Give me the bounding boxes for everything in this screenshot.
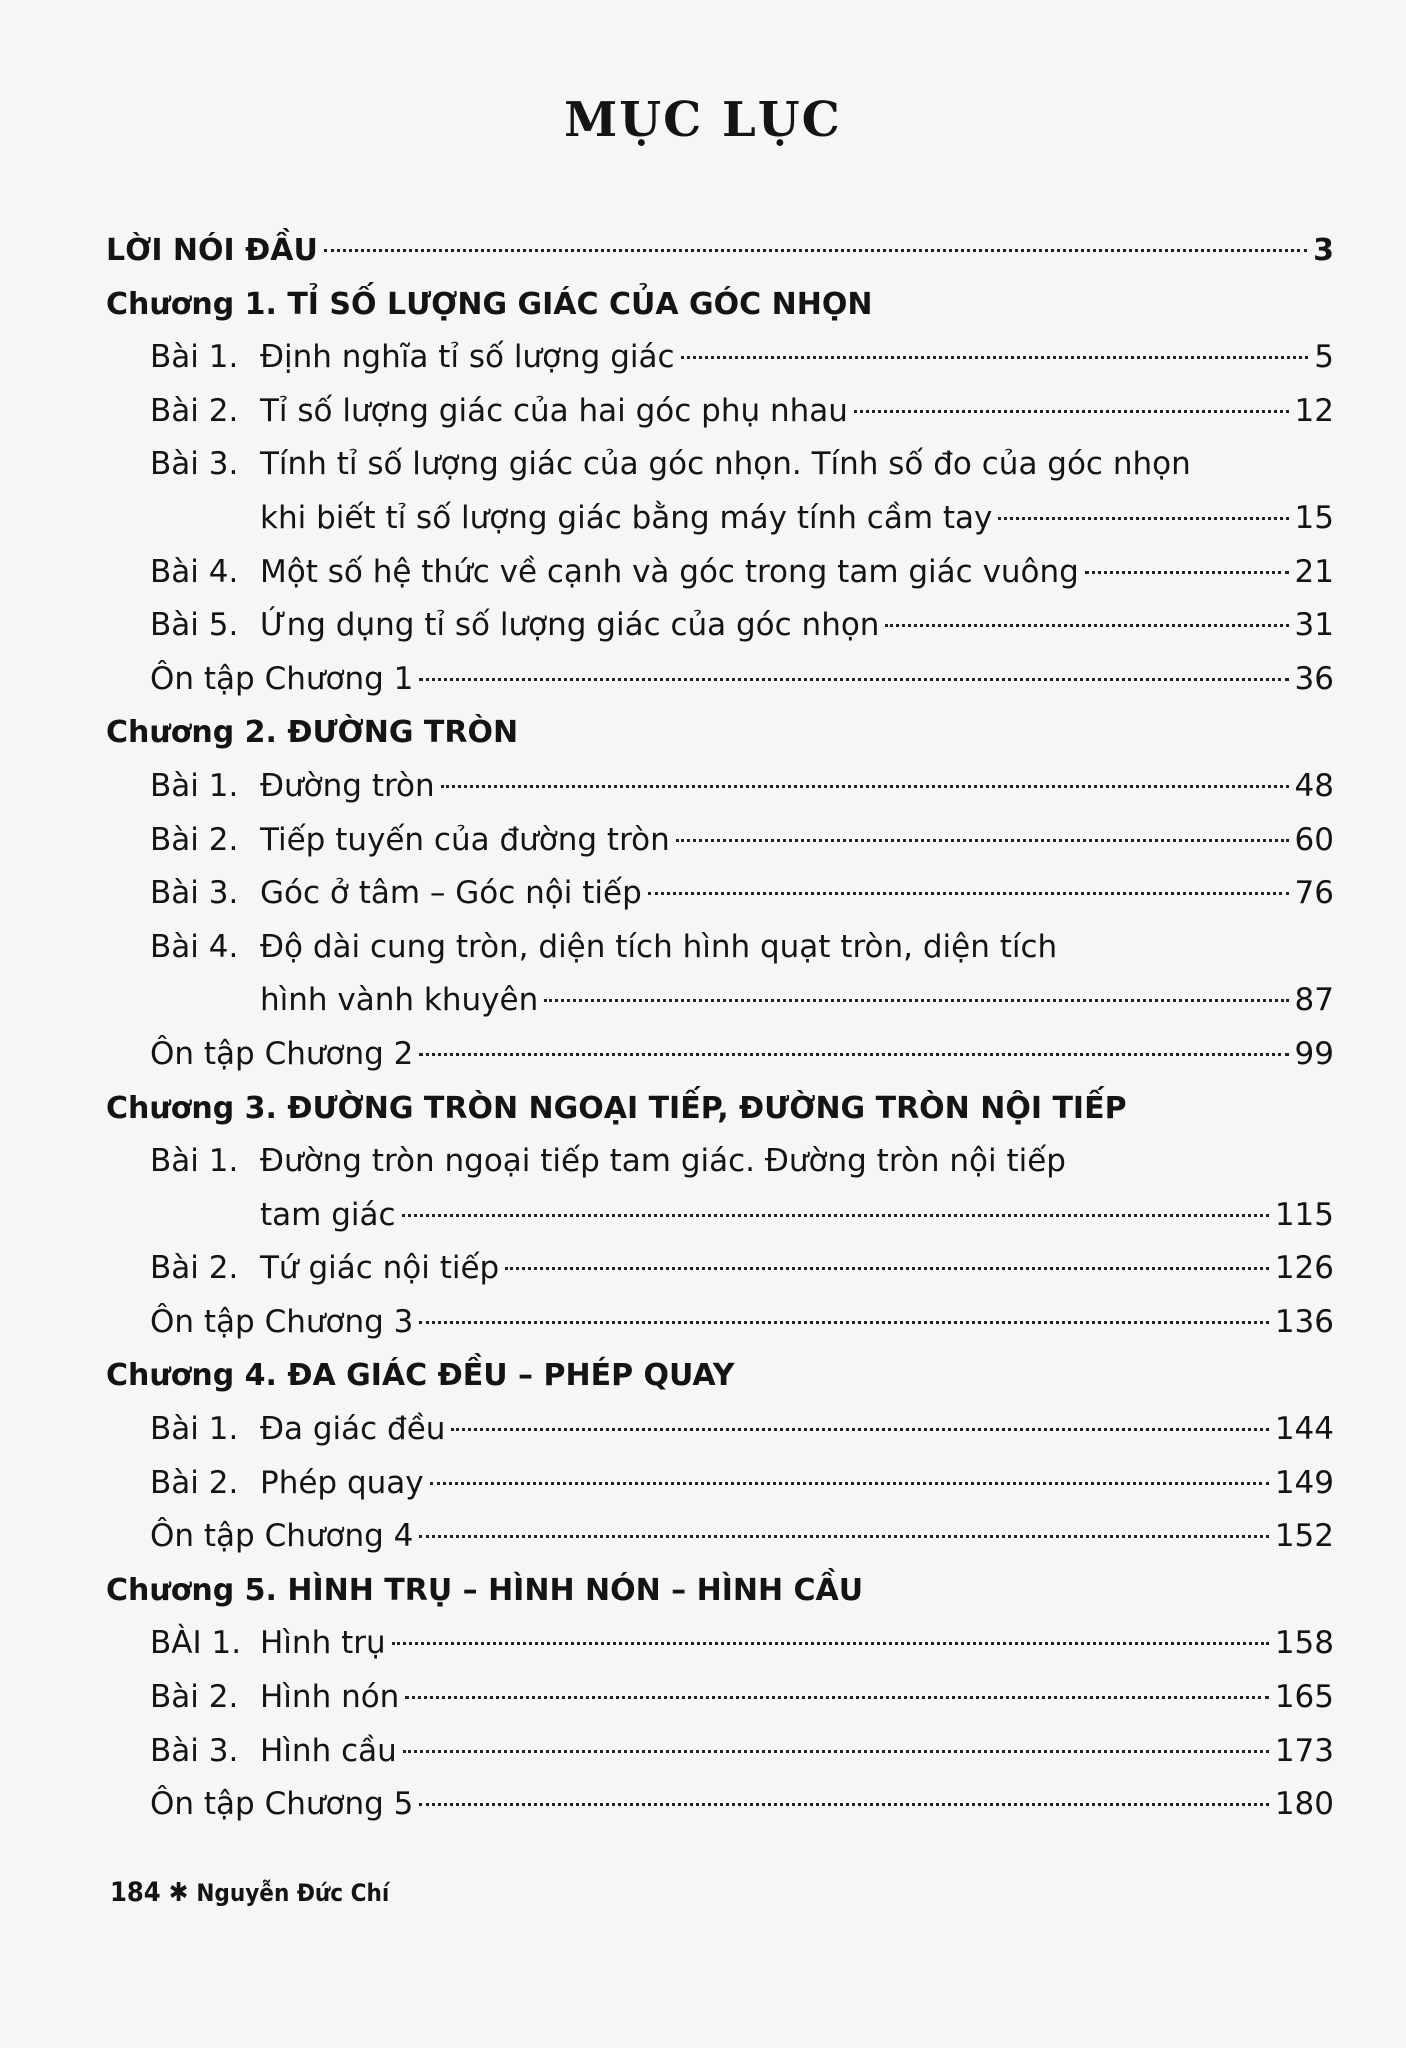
toc-entry-label: Tính tỉ số lượng giác của góc nhọn. Tính số đo của góc nhọn (260, 446, 1191, 483)
toc-entry (106, 1617, 1334, 1671)
toc-entry (106, 1671, 1334, 1725)
toc-page-number: 60 (1294, 821, 1334, 858)
toc-entry-label: Độ dài cung tròn, diện tích hình quạt tròn, diện tích (260, 928, 1058, 965)
toc-page-number: 87 (1294, 982, 1334, 1019)
toc-entry-number: Bài 2. (150, 1464, 239, 1501)
toc-entry-number: Bài 3. (150, 1732, 239, 1769)
toc-entry-number: BÀI 1. (150, 1625, 242, 1662)
toc-entry (106, 760, 1334, 814)
toc-entry-label: Ôn tập Chương 4 (150, 1518, 414, 1555)
toc-heading (106, 224, 1334, 278)
toc-entry (106, 1296, 1334, 1350)
toc-entry (106, 599, 1334, 653)
toc-page-number: 5 (1314, 339, 1334, 376)
toc-entry (106, 1403, 1334, 1457)
dot-leader (403, 1750, 1269, 1753)
toc-entry-number: Bài 3. (150, 875, 239, 912)
dot-leader (419, 678, 1288, 681)
toc-page-number: 144 (1274, 1411, 1334, 1448)
toc-entry-label: Ôn tập Chương 5 (150, 1786, 414, 1823)
toc-page-number: 76 (1294, 875, 1334, 912)
toc-entry-label: Chương 3. ĐƯỜNG TRÒN NGOẠI TIẾP, ĐƯỜNG TRÒN NỘI TIẾP (106, 1090, 1127, 1126)
dot-leader (419, 1053, 1288, 1056)
toc-entry (106, 867, 1334, 921)
dot-leader (419, 1803, 1268, 1806)
toc-page-number: 115 (1274, 1196, 1334, 1233)
toc-page-number: 136 (1274, 1303, 1334, 1340)
toc-entry-number: Bài 2. (150, 1250, 239, 1287)
toc-entry-number: Bài 4. (150, 928, 239, 965)
toc-entry (106, 921, 1334, 975)
toc-entry (106, 1135, 1334, 1189)
dot-leader (544, 999, 1288, 1002)
dot-leader (885, 624, 1288, 627)
toc-page-number: 31 (1294, 607, 1334, 644)
toc-entry-label: Góc ở tâm – Góc nội tiếp (260, 875, 642, 912)
toc-entry-label: Ứng dụng tỉ số lượng giác của góc nhọn (260, 607, 880, 644)
toc-entry-label: Tứ giác nội tiếp (260, 1250, 500, 1287)
dot-leader (1085, 571, 1289, 574)
toc-heading (106, 1564, 1334, 1618)
toc-page-number: 21 (1294, 553, 1334, 590)
dot-leader (402, 1214, 1269, 1217)
toc-entry-label: Đường tròn (260, 767, 435, 804)
toc-page-number: 48 (1294, 767, 1334, 804)
toc-heading (106, 706, 1334, 760)
toc-entry-label: Chương 5. HÌNH TRỤ – HÌNH NÓN – HÌNH CẦU (106, 1572, 864, 1608)
dot-leader (451, 1428, 1268, 1431)
dot-leader (681, 356, 1309, 359)
toc-entry (106, 653, 1334, 707)
star-icon: ✱ (168, 1878, 189, 1908)
toc-entry-label: LỜI NÓI ĐẦU (106, 233, 318, 268)
toc-entry-number: Bài 2. (150, 821, 239, 858)
toc-entry-number: Bài 1. (150, 767, 239, 804)
dot-leader (405, 1696, 1268, 1699)
toc-entry-label: Ôn tập Chương 1 (150, 660, 414, 697)
toc-entry (106, 546, 1334, 600)
page-footer (110, 1877, 389, 1908)
dot-leader (505, 1267, 1269, 1270)
dot-leader (430, 1482, 1269, 1485)
toc-entry (106, 385, 1334, 439)
dot-leader (419, 1321, 1268, 1324)
toc-entry-label: Một số hệ thức về cạnh và góc trong tam giác vuông (260, 553, 1079, 590)
footer-author: Nguyễn Đức Chí (196, 1879, 390, 1907)
toc-page-number: 3 (1313, 233, 1334, 268)
toc-entry (106, 438, 1334, 492)
toc-heading (106, 1082, 1334, 1136)
table-of-contents (106, 224, 1334, 1832)
toc-entry-label: Phép quay (260, 1464, 424, 1501)
toc-heading (106, 278, 1334, 332)
toc-entry-label: Định nghĩa tỉ số lượng giác (260, 339, 675, 376)
toc-entry-label: Hình cầu (260, 1732, 397, 1769)
toc-entry-label: Chương 2. ĐƯỜNG TRÒN (106, 715, 519, 751)
toc-entry-label: tam giác (260, 1196, 396, 1233)
toc-entry-label: Tiếp tuyến của đường tròn (260, 821, 670, 858)
toc-page-number: 180 (1274, 1786, 1334, 1823)
toc-page-number: 149 (1274, 1464, 1334, 1501)
dot-leader (441, 785, 1289, 788)
dot-leader (854, 410, 1289, 413)
toc-entry-label: Chương 1. TỈ SỐ LƯỢNG GIÁC CỦA GÓC NHỌN (106, 286, 873, 322)
toc-entry-number: Bài 4. (150, 553, 239, 590)
toc-entry-label: khi biết tỉ số lượng giác bằng máy tính cầm tay (260, 499, 993, 536)
toc-entry (106, 1725, 1334, 1779)
dot-leader (392, 1642, 1269, 1645)
toc-page-number: 152 (1274, 1518, 1334, 1555)
toc-entry-label: Ôn tập Chương 3 (150, 1303, 414, 1340)
toc-entry (106, 492, 1334, 546)
toc-entry (106, 1189, 1334, 1243)
dot-leader (648, 892, 1289, 895)
toc-entry (106, 1510, 1334, 1564)
toc-page-number: 36 (1294, 660, 1334, 697)
toc-entry-number: Bài 1. (150, 1143, 239, 1180)
page-title: MỤC LỤC (564, 92, 842, 148)
toc-page-number: 173 (1274, 1732, 1334, 1769)
toc-entry (106, 1778, 1334, 1832)
dot-leader (998, 517, 1288, 520)
toc-page-number: 99 (1294, 1035, 1334, 1072)
toc-heading (106, 1349, 1334, 1403)
toc-entry-number: Bài 5. (150, 607, 239, 644)
toc-entry-label: Hình nón (260, 1679, 400, 1716)
toc-entry (106, 1028, 1334, 1082)
footer-page-number: 184 (110, 1877, 161, 1908)
toc-entry-label: Đa giác đều (260, 1411, 446, 1448)
toc-entry-number: Bài 1. (150, 1411, 239, 1448)
dot-leader (676, 839, 1289, 842)
toc-entry-label: hình vành khuyên (260, 982, 539, 1019)
toc-entry-number: Bài 2. (150, 392, 239, 429)
toc-entry (106, 1242, 1334, 1296)
toc-page-number: 12 (1294, 392, 1334, 429)
toc-entry (106, 814, 1334, 868)
toc-page-number: 126 (1274, 1250, 1334, 1287)
toc-entry-number: Bài 1. (150, 339, 239, 376)
toc-entry (106, 1457, 1334, 1511)
toc-entry (106, 974, 1334, 1028)
toc-entry-label: Đường tròn ngoại tiếp tam giác. Đường tròn nội tiếp (260, 1143, 1066, 1180)
toc-entry-label: Ôn tập Chương 2 (150, 1035, 414, 1072)
toc-page-number: 165 (1274, 1679, 1334, 1716)
dot-leader (419, 1535, 1268, 1538)
toc-entry-number: Bài 3. (150, 446, 239, 483)
toc-page-number: 15 (1294, 499, 1334, 536)
toc-page-number: 158 (1274, 1625, 1334, 1662)
toc-entry-label: Hình trụ (260, 1625, 386, 1662)
toc-entry-label: Tỉ số lượng giác của hai góc phụ nhau (260, 392, 848, 429)
toc-entry (106, 331, 1334, 385)
dot-leader (324, 249, 1307, 252)
toc-entry-number: Bài 2. (150, 1679, 239, 1716)
toc-entry-label: Chương 4. ĐA GIÁC ĐỀU – PHÉP QUAY (106, 1358, 735, 1394)
